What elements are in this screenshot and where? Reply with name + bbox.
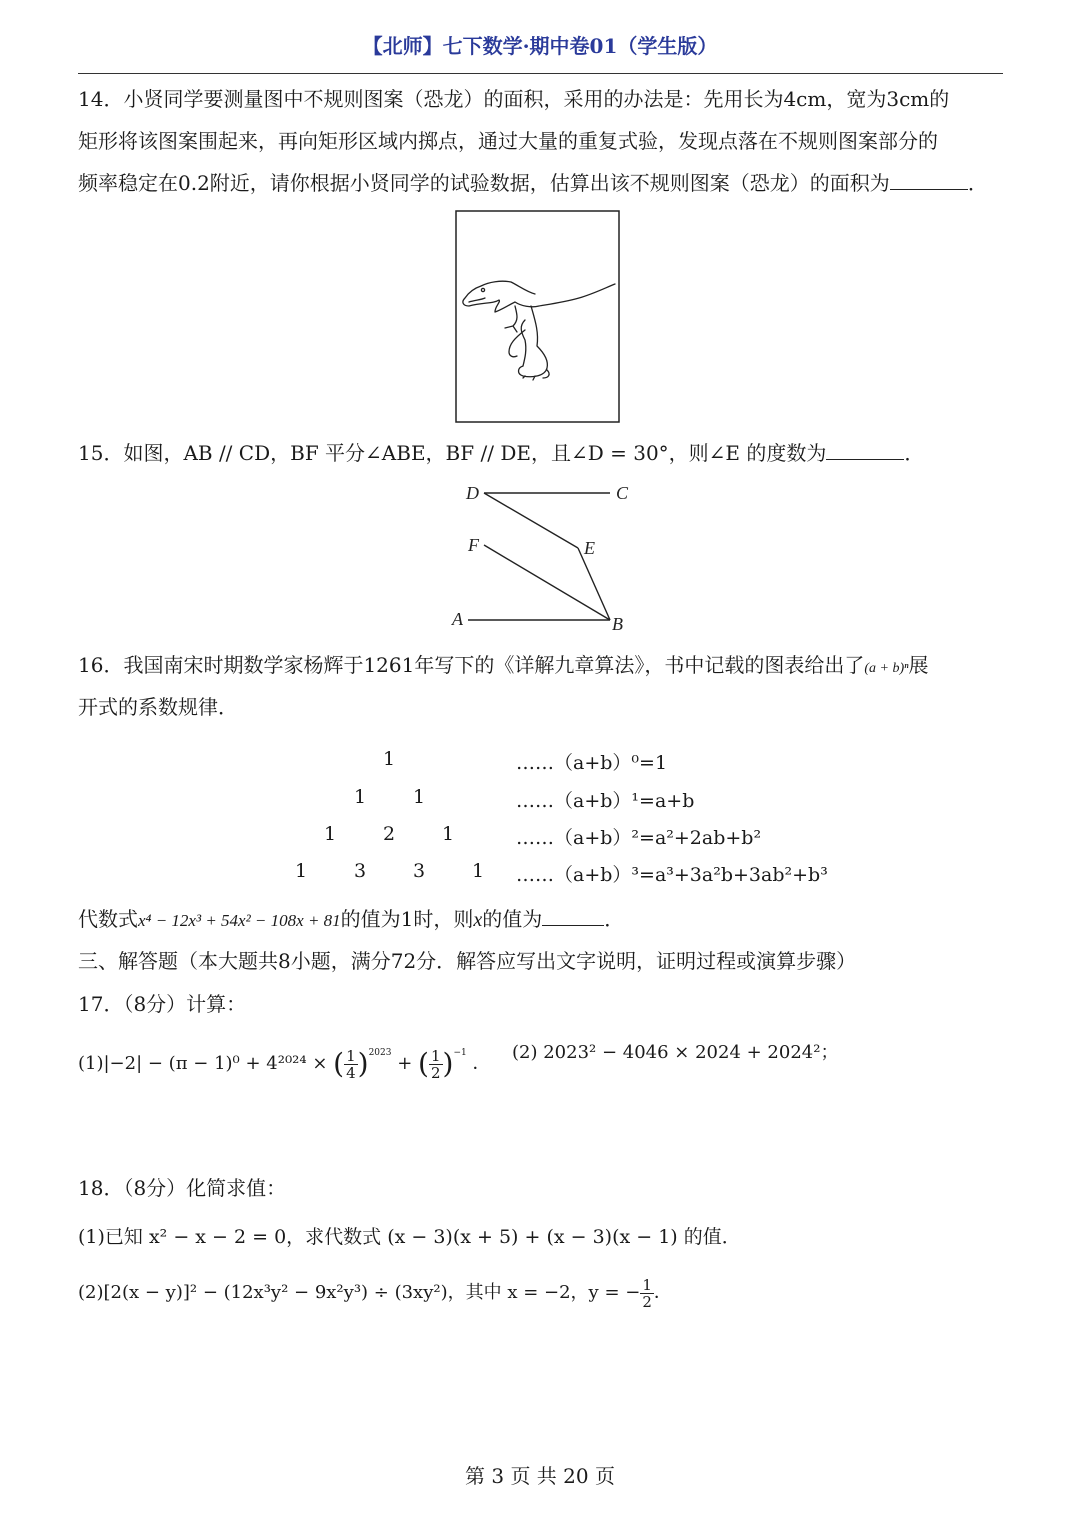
line-de — [484, 493, 578, 548]
pascal-row2-num1: 2 — [383, 823, 396, 845]
pascal-row3-num0: 1 — [295, 860, 308, 882]
pascal-row0-num0: 1 — [383, 748, 396, 770]
geometry-figure — [440, 478, 640, 638]
pascal-row1-num1: 1 — [413, 786, 426, 808]
q16-line3-c: 的值为 — [482, 907, 543, 931]
q15-line — [78, 432, 924, 474]
pascal-row1-formula: ……（a+b）¹=a+b — [516, 790, 695, 812]
q16-line1-text: 16．我国南宋时期数学家杨辉于1261年写下的《详解九章算法》，书中记载的图表给出了 — [78, 653, 865, 677]
pascal-row3-num1: 3 — [354, 860, 367, 882]
dinosaur-figure — [455, 210, 621, 424]
q14-line2: 矩形将该图案围起来，再向矩形区域内掷点，通过大量的重复式验，发现点落在不规则图案部分的 — [78, 129, 938, 153]
line-eb — [578, 548, 610, 620]
q17-frac1-num: 1 — [346, 1046, 356, 1065]
pascal-row3-formula: ……（a+b）³=a³+3a²b+3ab²+b³ — [516, 864, 828, 886]
section3-heading: 三、解答题（本大题共8小题，满分72分．解答应写出文字说明，证明过程或演算步骤） — [78, 949, 857, 973]
pascal-row2-num2: 1 — [442, 823, 455, 845]
q18-title: 18．（8分）化简求值： — [78, 1176, 287, 1200]
q18-frac — [640, 1277, 654, 1310]
q17-frac1 — [344, 1048, 358, 1081]
pascal-row1-num0: 1 — [354, 786, 367, 808]
pascal-row3-num2: 3 — [413, 860, 426, 882]
pascal-row2-num0: 1 — [324, 823, 337, 845]
label-a: A — [452, 609, 463, 629]
q17-exp1: 2023 — [368, 1048, 392, 1058]
q16-line1-end: 展 — [908, 653, 929, 677]
q15-end: ． — [904, 441, 925, 465]
pascal-row0-formula: ……（a+b）⁰=1 — [516, 752, 668, 774]
header-rule — [78, 73, 1003, 74]
q16-binomial-expr: (a + b)ⁿ — [864, 661, 909, 676]
q16-line3-a: 代数式 — [78, 907, 138, 931]
enclosing-rectangle — [456, 211, 619, 422]
page-header: 【北师】七下数学·期中卷01（学生版） — [362, 34, 718, 58]
q17-exp2: −1 — [453, 1048, 467, 1058]
q17-title: 17．（8分）计算： — [78, 992, 247, 1016]
q14-end: ． — [967, 171, 988, 195]
q14-line3-text: 频率稳定在0.2附近，请你根据小贤同学的试验数据，估算出该不规则图案（恐龙）的面积为 — [78, 171, 890, 195]
q18-part2 — [78, 1270, 672, 1316]
q17-frac2-den: 2 — [430, 1063, 441, 1082]
label-e: E — [584, 538, 595, 558]
q14-line1: 14．小贤同学要测量图中不规则图案（恐龙）的面积，采用的办法是：先用长为4cm，宽为3cm的 — [78, 87, 950, 111]
q17-frac1-den: 4 — [346, 1063, 356, 1082]
q18-frac-num: 1 — [642, 1275, 652, 1294]
q17-part2: (2) 2023² − 4046 × 2024 + 2024²； — [512, 1042, 839, 1063]
q16-polynomial: x⁴ − 12x³ + 54x² − 108x + 81 — [138, 911, 341, 930]
q14-line3 — [78, 162, 988, 204]
label-b: B — [612, 614, 623, 634]
q18-frac-den: 2 — [642, 1292, 652, 1311]
q16-end: ． — [604, 907, 625, 931]
pascal-row3-num3: 1 — [472, 860, 485, 882]
label-f: F — [468, 535, 479, 555]
q16-line1 — [78, 644, 929, 690]
page-footer: 第 3 页 共 20 页 — [465, 1464, 615, 1488]
label-d: D — [466, 483, 479, 503]
q16-line3-b: 的值为1时，则 — [340, 907, 474, 931]
q17-frac2 — [429, 1048, 443, 1081]
q16-line3 — [78, 898, 624, 942]
q16-line2: 开式的系数规律． — [78, 695, 238, 719]
q16-var-x: x — [473, 909, 483, 931]
q18-p2-end: ． — [653, 1282, 672, 1303]
label-c: C — [616, 483, 629, 503]
q16-answer-blank — [542, 905, 604, 926]
q15-text: 15．如图，AB // CD，BF 平分∠ABE，BF // DE，且∠D = 30°，则∠E 的度数为 — [78, 441, 827, 465]
q14-answer-blank — [890, 169, 968, 190]
q15-answer-blank — [826, 439, 904, 460]
q18-p2-expr: (2)[2(x − y)]² − (12x³y² − 9x²y³) ÷ (3xy²)，其中 x = −2，y = − — [78, 1282, 641, 1303]
q17-p1-expr: (1)|−2| − (π − 1)⁰ + 4²⁰²⁴ × — [78, 1053, 328, 1074]
q17-frac2-num: 1 — [430, 1046, 441, 1065]
q17-part1: (1)|−2| − (π − 1)⁰ + 4²⁰²⁴ × ( $\frac{1}{4}$ )$^{2023}$ + ( $\frac{1}{2}$ )$^{-1}$ ． — [78, 1046, 491, 1082]
pascal-row2-formula: ……（a+b）²=a²+2ab+b² — [516, 827, 762, 849]
q17-p1-end: ． — [472, 1053, 491, 1074]
q17-plus: + — [397, 1053, 413, 1074]
q18-part1: (1)已知 x² − x − 2 = 0，求代数式 (x − 3)(x + 5) + (x − 3)(x − 1) 的值． — [78, 1226, 741, 1248]
